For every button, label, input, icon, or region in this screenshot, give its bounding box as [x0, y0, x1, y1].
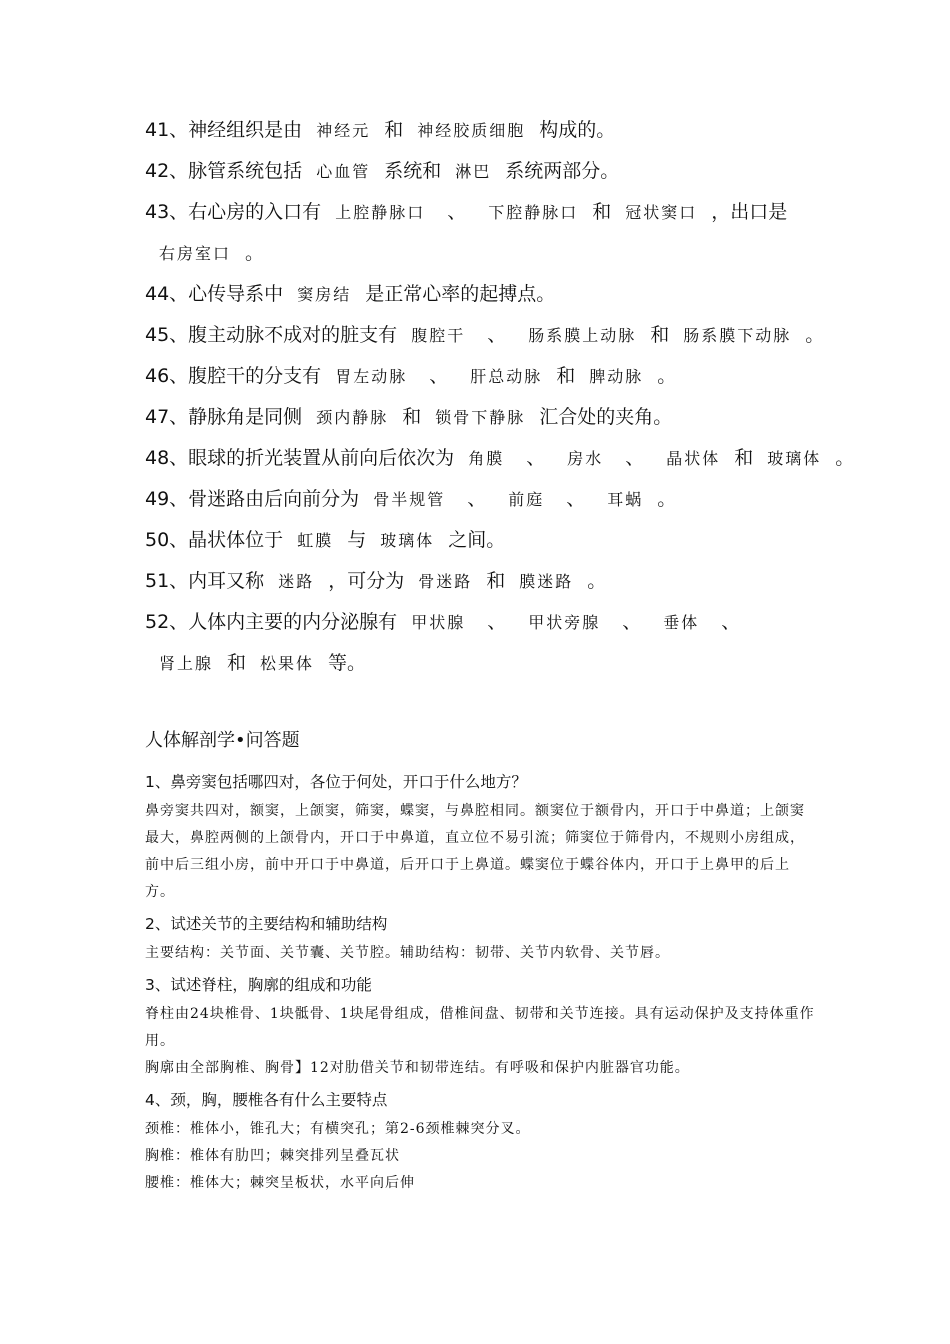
question-text: 和 [402, 406, 422, 428]
separator: 、 [721, 611, 741, 633]
separator: 、 [467, 488, 487, 510]
answer-text: 冠状窦口 [625, 203, 698, 222]
question-text: 42、脉管系统包括 [145, 160, 303, 182]
question-text: 52、人体内主要的内分泌腺有 [145, 611, 398, 633]
question-text: 和 [486, 570, 506, 592]
question-text: 。 [657, 488, 677, 510]
answer-text: 迷路 [278, 572, 315, 591]
question-text: 系统两部分。 [505, 160, 620, 182]
question-text: 。 [657, 365, 677, 387]
question-text: 50、晶状体位于 [145, 529, 284, 551]
answer-text: 窦房结 [297, 285, 352, 304]
answer-text: 骨半规管 [373, 490, 446, 509]
answer-text: 晶状体 [666, 449, 721, 468]
answer-text: 神经元 [316, 121, 371, 140]
qa-answer: 胸廓由全部胸椎、胸骨】12对肋借关节和韧带连结。有呼吸和保护内脏器官功能。 [145, 1060, 690, 1076]
separator: 、 [429, 365, 449, 387]
question-text: 是正常心率的起搏点。 [365, 283, 556, 305]
document-page [145, 110, 855, 1197]
qa-question: 1、鼻旁窦包括哪四对，各位于何处，开口于什么地方？ [145, 773, 527, 791]
answer-text: 肾上腺 [159, 654, 214, 673]
answer-text: 肠系膜上动脉 [528, 326, 637, 345]
question-text: 45、腹主动脉不成对的脏支有 [145, 324, 398, 346]
qa-answer: 鼻旁窦共四对，额窦，上颌窦，筛窦，蝶窦，与鼻腔相同。额窦位于额骨内，开口于中鼻道；上颌窦最大，鼻腔两侧的上颌骨内，开口于中鼻道，直立位不易引流；筛窦位于筛骨内，不规则小房组成，前中后三组小房，前中开口于中鼻道，后开口于上鼻道。蝶窦位于蝶谷体内，开口于上鼻甲的后上方。 [145, 803, 805, 900]
fill-in-item [145, 479, 815, 520]
question-text: 43、右心房的入口有 [145, 201, 322, 223]
question-text: 和 [650, 324, 670, 346]
qa-answer: 腰椎：椎体大；棘突呈板状，水平向后伸 [145, 1175, 415, 1191]
question-text: 和 [734, 447, 754, 469]
answer-text: 肝总动脉 [470, 367, 543, 386]
fill-in-item [145, 192, 815, 274]
fill-in-item [145, 602, 815, 684]
qa-question: 2、试述关节的主要结构和辅助结构 [145, 915, 388, 933]
separator: 、 [526, 447, 546, 469]
question-text: 46、腹腔干的分支有 [145, 365, 322, 387]
question-text: 47、静脉角是同侧 [145, 406, 303, 428]
question-text: 和 [227, 652, 247, 674]
answer-text: 锁骨下静脉 [435, 408, 526, 427]
answer-text: 下腔静脉口 [488, 203, 579, 222]
separator: 、 [566, 488, 586, 510]
question-text: 。 [245, 242, 265, 264]
question-text: 。 [835, 447, 855, 469]
question-text: 44、心传导系中 [145, 283, 284, 305]
question-text: 。 [805, 324, 825, 346]
answer-text: 肠系膜下动脉 [683, 326, 792, 345]
section-title: 人体解剖学•问答题 [145, 730, 300, 751]
answer-text: 甲状腺 [411, 613, 466, 632]
answer-text: 房水 [567, 449, 604, 468]
fill-in-item [145, 315, 825, 356]
question-text: 51、内耳又称 [145, 570, 265, 592]
answer-text: 心血管 [316, 162, 371, 181]
separator: 、 [622, 611, 642, 633]
question-text: 和 [384, 119, 404, 141]
fill-in-item [145, 110, 815, 151]
question-text: 与 [347, 529, 367, 551]
question-text: 和 [592, 201, 612, 223]
answer-text: 玻璃体 [767, 449, 822, 468]
answer-text: 膜迷路 [519, 572, 574, 591]
qa-answer: 颈椎：椎体小，锥孔大；有横突孔；第2-6颈椎棘突分叉。 [145, 1121, 531, 1137]
answer-text: 右房室口 [159, 244, 232, 263]
answer-text: 骨迷路 [418, 572, 473, 591]
separator: 、 [625, 447, 645, 469]
qa-answer: 脊柱由24块椎骨、1块骶骨、1块尾骨组成，借椎间盘、韧带和关节连接。具有运动保护及支持体重作用。 [145, 1006, 815, 1049]
fill-in-item [145, 438, 855, 479]
question-text: 构成的。 [539, 119, 616, 141]
answer-text: 甲状旁腺 [528, 613, 601, 632]
answer-text: 玻璃体 [380, 531, 435, 550]
answer-text: 松果体 [260, 654, 315, 673]
separator: 、 [487, 611, 507, 633]
qa-answer: 主要结构：关节面、关节囊、关节腔。辅助结构：韧带、关节内软骨、关节唇。 [145, 945, 670, 961]
question-text: 汇合处的夹角。 [539, 406, 673, 428]
qa-answer: 胸椎：椎体有肋凹；棘突排列呈叠瓦状 [145, 1148, 400, 1164]
fill-in-item [145, 397, 815, 438]
question-text: ，可分为 [328, 570, 405, 592]
qa-question: 4、颈，胸，腰椎各有什么主要特点 [145, 1091, 388, 1109]
fill-in-item [145, 561, 815, 602]
answer-text: 上腔静脉口 [335, 203, 426, 222]
answer-text: 前庭 [508, 490, 545, 509]
question-text: 系统和 [384, 160, 442, 182]
question-text: 49、骨迷路由后向前分为 [145, 488, 360, 510]
qa-questions [145, 766, 815, 1197]
answer-text: 淋巴 [455, 162, 492, 181]
answer-text: 胃左动脉 [335, 367, 408, 386]
answer-text: 颈内静脉 [316, 408, 389, 427]
question-text: ，出口是 [711, 201, 788, 223]
question-text: 之间。 [448, 529, 506, 551]
question-text: 41、神经组织是由 [145, 119, 303, 141]
answer-text: 脾动脉 [589, 367, 644, 386]
fill-in-item [145, 274, 815, 315]
question-text: 等。 [328, 652, 367, 674]
question-text: 48、眼球的折光装置从前向后依次为 [145, 447, 455, 469]
question-text: 和 [556, 365, 576, 387]
qa-question: 3、试述脊柱，胸廓的组成和功能 [145, 976, 372, 994]
separator: 、 [487, 324, 507, 346]
fill-in-item [145, 356, 815, 397]
answer-text: 虹膜 [297, 531, 334, 550]
question-text: 。 [587, 570, 607, 592]
fill-in-item [145, 520, 815, 561]
answer-text: 耳蜗 [607, 490, 644, 509]
answer-text: 神经胶质细胞 [417, 121, 526, 140]
fill-in-item [145, 151, 815, 192]
separator: 、 [447, 201, 467, 223]
fill-in-questions [145, 110, 855, 684]
answer-text: 垂体 [663, 613, 700, 632]
answer-text: 腹腔干 [411, 326, 466, 345]
answer-text: 角膜 [468, 449, 505, 468]
